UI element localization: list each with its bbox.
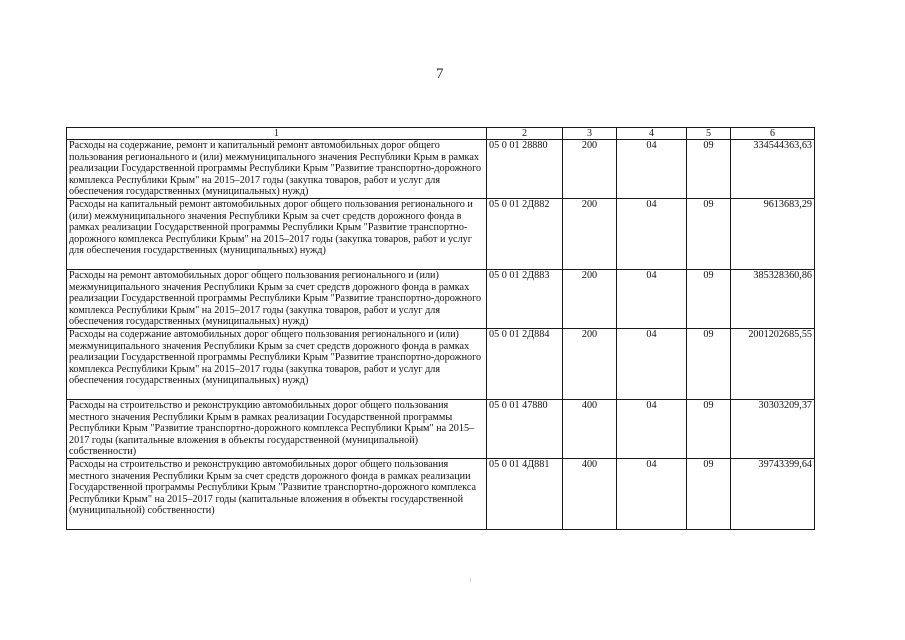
row-subsection: 09 xyxy=(687,140,731,199)
row-amount: 385328360,86 xyxy=(731,270,815,329)
row-kvr: 400 xyxy=(563,459,617,530)
row-code: 05 0 01 4Д881 xyxy=(487,459,563,530)
row-amount: 30303209,37 xyxy=(731,400,815,459)
column-header: 4 xyxy=(617,128,687,140)
row-amount: 334544363,63 xyxy=(731,140,815,199)
table-row xyxy=(67,270,815,329)
row-description: Расходы на строительство и реконструкцию автомобильных дорог общего пользования местного значения Республики Крым за счет средств дорожного фонда в рамках реализации Государственной программы Республики Крым "Развитие транспортно-дорожного комплекса Республики Крым" на 2015–2017 годы (капитальные вложения в объекты государственной (муниципальной) собственности) xyxy=(67,459,487,530)
table-header-row xyxy=(67,128,815,140)
row-description: Расходы на ремонт автомобильных дорог общего пользования регионального и (или) межмуниципального значения Республики Крым за счет средств дорожного фонда в рамках реализации Государственной программы Республики Крым "Развитие транспортно-дорожного комплекса Республики Крым" на 2015–2017 годы (закупка товаров, работ и услуг для обеспечения государственных (муниципальных) нужд) xyxy=(67,270,487,329)
scan-mark xyxy=(470,578,471,582)
row-section: 04 xyxy=(617,199,687,270)
budget-table xyxy=(66,127,815,530)
row-subsection: 09 xyxy=(687,199,731,270)
row-section: 04 xyxy=(617,140,687,199)
page-number: 7 xyxy=(436,66,444,82)
row-description: Расходы на строительство и реконструкцию автомобильных дорог общего пользования местного значения Республики Крым в рамках реализации Государственной программы Республики Крым "Развитие транспортно-дорожного комплекса Республики Крым" на 2015–2017 годы (капитальные вложения в объекты государственной (муниципальной) собственности) xyxy=(67,400,487,459)
column-header: 1 xyxy=(67,128,487,140)
table-row xyxy=(67,459,815,530)
row-code: 05 0 01 47880 xyxy=(487,400,563,459)
row-code: 05 0 01 2Д883 xyxy=(487,270,563,329)
row-amount: 39743399,64 xyxy=(731,459,815,530)
row-amount: 9613683,29 xyxy=(731,199,815,270)
row-subsection: 09 xyxy=(687,329,731,400)
row-description: Расходы на капитальный ремонт автомобильных дорог общего пользования регионального и (или) межмуниципального значения Республики Крым за счет средств дорожного фонда в рамках реализации Государственной программы Республики Крым "Развитие транспортно-дорожного комплекса Республики Крым" на 2015–2017 годы (закупка товаров, работ и услуг для обеспечения государственных (муниципальных) нужд) xyxy=(67,199,487,270)
row-section: 04 xyxy=(617,459,687,530)
row-kvr: 400 xyxy=(563,400,617,459)
table-row xyxy=(67,400,815,459)
table-row xyxy=(67,329,815,400)
row-kvr: 200 xyxy=(563,199,617,270)
row-code: 05 0 01 2Д884 xyxy=(487,329,563,400)
column-header: 3 xyxy=(563,128,617,140)
row-section: 04 xyxy=(617,329,687,400)
row-description: Расходы на содержание, ремонт и капитальный ремонт автомобильных дорог общего пользования регионального и (или) межмуниципального значения Республики Крым в рамках реализации Государственной программы Республики Крым "Развитие транспортно-дорожного комплекса Республики Крым" на 2015–2017 годы (закупка товаров, работ и услуг для обеспечения государственных (муниципальных) нужд) xyxy=(67,140,487,199)
row-code: 05 0 01 28880 xyxy=(487,140,563,199)
row-kvr: 200 xyxy=(563,270,617,329)
row-description: Расходы на содержание автомобильных дорог общего пользования регионального и (или) межмуниципального значения Республики Крым за счет средств дорожного фонда в рамках реализации Государственной программы Республики Крым "Развитие транспортно-дорожного комплекса Республики Крым" на 2015–2017 годы (закупка товаров, работ и услуг для обеспечения государственных (муниципальных) нужд) xyxy=(67,329,487,400)
row-section: 04 xyxy=(617,270,687,329)
row-kvr: 200 xyxy=(563,329,617,400)
row-subsection: 09 xyxy=(687,459,731,530)
column-header: 2 xyxy=(487,128,563,140)
row-kvr: 200 xyxy=(563,140,617,199)
column-header: 6 xyxy=(731,128,815,140)
row-section: 04 xyxy=(617,400,687,459)
row-subsection: 09 xyxy=(687,400,731,459)
column-header: 5 xyxy=(687,128,731,140)
table-row xyxy=(67,199,815,270)
row-subsection: 09 xyxy=(687,270,731,329)
row-amount: 2001202685,55 xyxy=(731,329,815,400)
table-row xyxy=(67,140,815,199)
row-code: 05 0 01 2Д882 xyxy=(487,199,563,270)
